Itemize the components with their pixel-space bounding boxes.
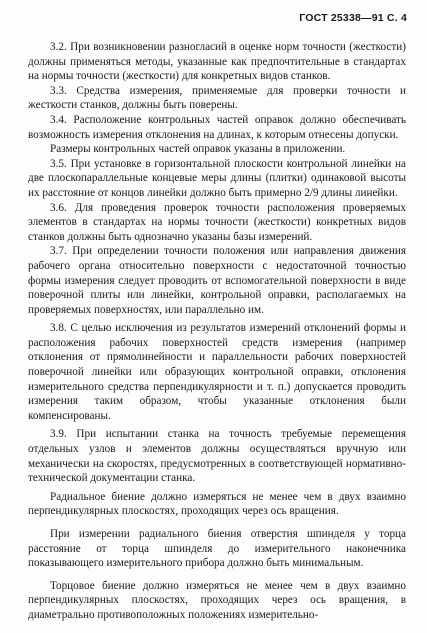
paragraph-3-5: 3.5. При установке в горизонтальной плоскости контрольной линейки на две плоскопараллельные концевые меры длины (плитки) одинаковой высоты их расстояние от концов линейки должно быть примерно 2/9 длины линейки. — [28, 157, 406, 199]
paragraph-3-3: 3.3. Средства измерения, применяемые для проверки точности и жесткости станков, должны быть поверены. — [28, 84, 406, 112]
paragraph-mandrel-sizes: Размеры контрольных частей оправок указаны в приложении. — [50, 143, 346, 156]
paragraph-3-6: 3.6. Для проведения проверок точности расположения проверяемых элементов в стандартах на нормы точности (жесткости) конкретных видов станков должны быть однозначно указаны базы измерений. — [28, 201, 406, 243]
paragraph-radial-runout: Радиальное биение должно измеряться не менее чем в двух взаимно перпендикулярных плоскостях, проходящих через ось вращения. — [28, 490, 406, 518]
paragraph-3-2: 3.2. При возникновении разногласий в оценке норм точности (жесткости) должны применяться методы, указанные как предпочтительные в стандартах на нормы точности (жесткости) для конкретных видов станков. — [28, 41, 406, 83]
paragraph-face-runout: Торцовое биение должно измеряться не менее чем в двух взаимно перпендикулярных плоскостях, проходящих через ось вращения, в диаметрально противоположных положениях измерительно- — [28, 579, 406, 621]
document-body — [28, 40, 406, 623]
paragraph-spindle-bore: При измерении радиального биения отверстия шпинделя у торца расстояние от торца шпинделя до измерительного наконечника показывающего измерительного прибора должно быть минимальным. — [28, 528, 406, 570]
paragraph-3-8: 3.8. С целью исключения из результатов измерений отклонений формы и расположения рабочих поверхностей средств измерения (например отклонения от прямолинейности и параллельности рабочих поверхностей поверочной линейки или образующих контрольной оправки, отклонения измерительного средства перпендикулярности и т. п.) допускается проводить измерения таким образом, чтобы указанные отклонения были компенсированы. — [28, 322, 406, 422]
paragraph-3-9: 3.9. При испытании станка на точность требуемые перемещения отдельных узлов и элементов должны осуществляться вручную или механически на скоростях, предусмотренных в соответствующей нормативно-технической документации станка. — [28, 428, 406, 485]
paragraph-3-4: 3.4. Расположение контрольных частей оправок должно обеспечивать возможность измерения отклонения на длинах, к которым отнесены допуски. — [28, 113, 406, 141]
paragraph-3-7: 3.7. При определении точности положения или направления движения рабочего органа относительно поверхности с недостаточной точностью формы измерения следует проводить от вспомогательной поверхности в виде поверочной плиты или линейки, контрольной оправки, располагаемых на проверяемых поверхностях, или параллельно им. — [28, 245, 406, 316]
page-header: ГОСТ 25338—91 С. 4 — [299, 12, 407, 24]
